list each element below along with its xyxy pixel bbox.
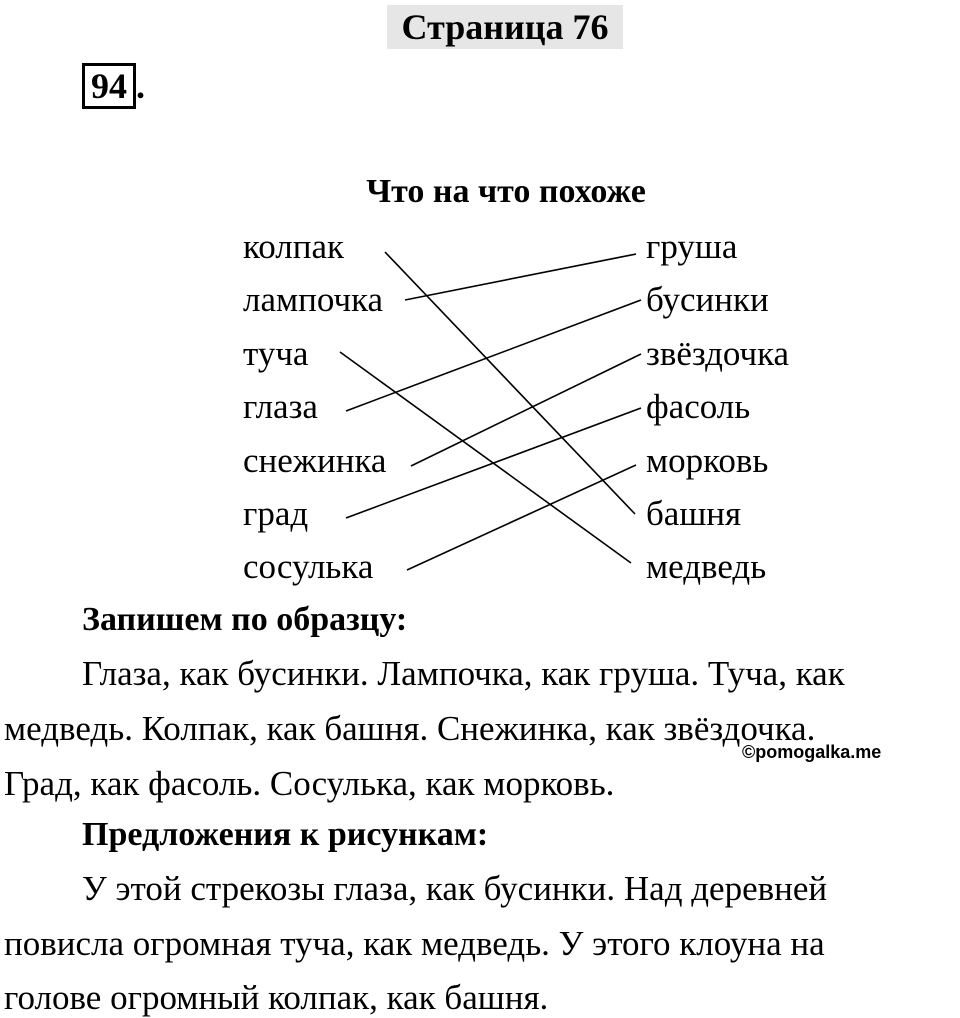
right-word-zvyozdochka: звёздочка	[646, 334, 790, 373]
page-title: Страница 76	[387, 5, 623, 49]
line-glaza-businki	[346, 300, 641, 411]
left-word-snezhinka: снежинка	[243, 441, 387, 480]
line-grad-fasol	[346, 408, 641, 518]
sample-heading: Запишем по образцу:	[82, 601, 408, 638]
left-word-glaza: глаза	[243, 387, 318, 426]
sentences-line-2: повисла огромная туча, как медведь. У этого клоуна на	[4, 924, 825, 963]
right-word-medved: медведь	[646, 547, 767, 586]
watermark: ©pomogalka.me	[742, 742, 882, 762]
left-word-lampochka: лампочка	[243, 280, 384, 319]
left-word-tucha: туча	[243, 334, 309, 373]
right-word-morkov: морковь	[646, 441, 769, 480]
sample-line-1: Глаза, как бусинки. Лампочка, как груша. Туча, как	[82, 654, 845, 693]
line-tucha-medved	[340, 352, 631, 563]
line-lampochka-grusha	[405, 254, 636, 300]
task-number-box: 94	[82, 63, 136, 109]
right-word-bashnya: башня	[646, 494, 742, 533]
left-word-sosulka: сосулька	[243, 547, 374, 586]
left-word-grad: град	[243, 494, 309, 533]
line-sosulka-morkov	[407, 465, 636, 570]
right-word-fasol: фасоль	[646, 387, 751, 426]
sample-line-3: Град, как фасоль. Сосулька, как морковь.	[4, 764, 615, 803]
right-word-businki: бусинки	[646, 280, 769, 319]
line-snezhinka-zvyozdochka	[411, 354, 641, 466]
sentences-heading: Предложения к рисункам:	[82, 816, 489, 853]
sentences-line-3: голове огромный колпак, как башня.	[4, 978, 549, 1017]
right-word-grusha: груша	[646, 227, 738, 266]
sentences-line-1: У этой стрекозы глаза, как бусинки. Над деревней	[82, 869, 828, 908]
task-number-dot: .	[136, 66, 145, 106]
sample-line-2: медведь. Колпак, как башня. Снежинка, как звёздочка.	[4, 709, 816, 748]
left-word-kolpak: колпак	[243, 227, 345, 266]
exercise-title: Что на что похоже	[366, 173, 646, 210]
